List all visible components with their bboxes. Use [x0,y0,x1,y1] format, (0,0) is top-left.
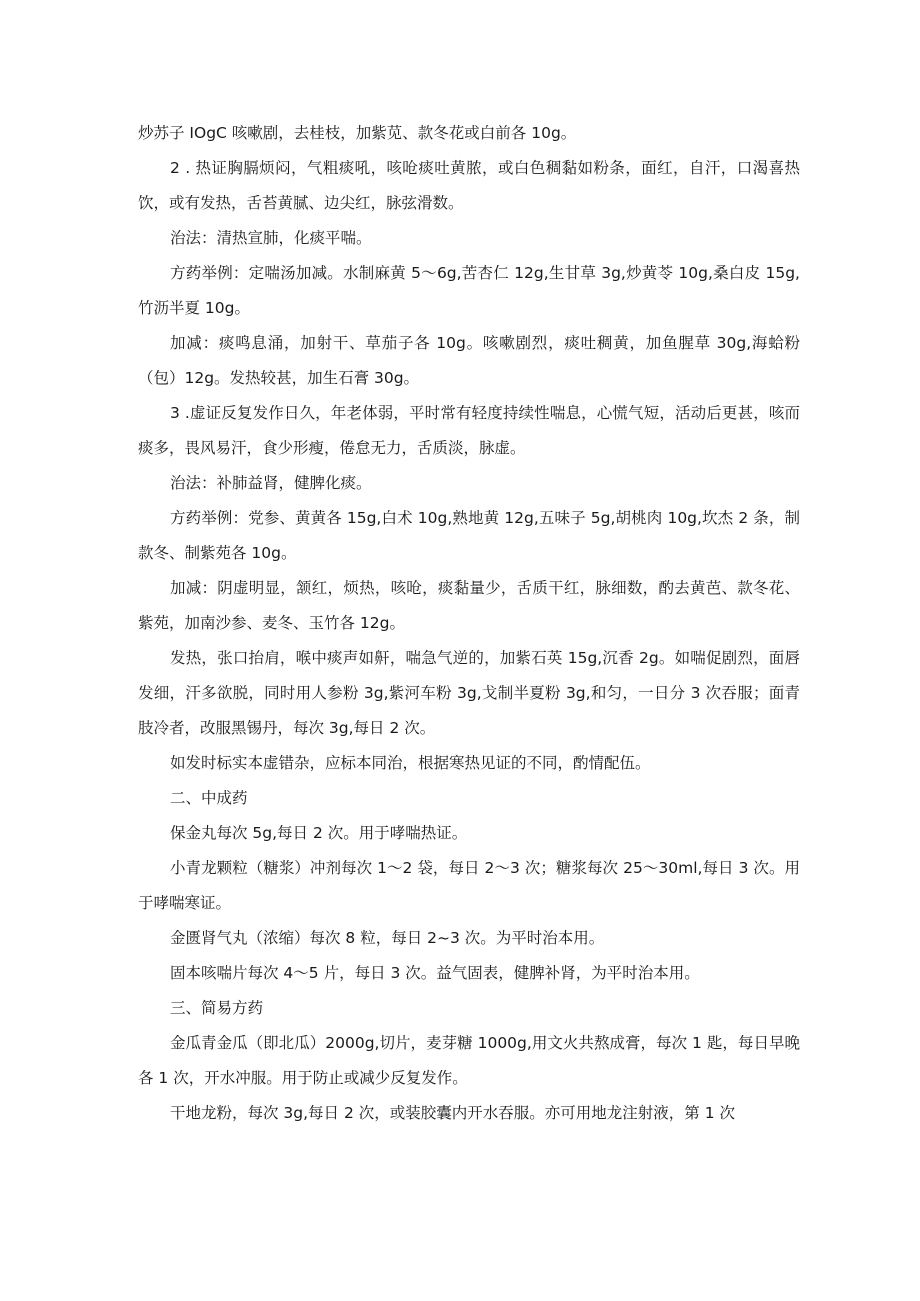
paragraph: 3 .虚证反复发作日久，年老体弱，平时常有轻度持续性喘息，心慌气短，活动后更甚，咳而痰多，畏风易汗，食少形瘦，倦怠无力，舌质淡，脉虚。 [138,404,800,457]
paragraph: 保金丸每次 5g,每日 2 次。用于哮喘热证。 [170,824,468,842]
paragraph: 金瓜青金瓜（即北瓜）2000g,切片，麦芽糖 1000g,用文火共熬成膏，每次 1 匙，每日早晚各 1 次，开水冲服。用于防止或减少反复发作。 [138,1034,800,1087]
paragraph: 固本咳喘片每次 4～5 片，每日 3 次。益气固表，健脾补肾，为平时治本用。 [170,964,700,982]
document-body [138,116,800,1131]
paragraph: 方药举例：定喘汤加减。水制麻黄 5～6g,苦杏仁 12g,生甘草 3g,炒黄苓 10g,桑白皮 15g,竹沥半夏 10g。 [138,264,800,317]
paragraph: 炒苏子 IOgC 咳嗽剧，去桂枝，加紫苋、款冬花或白前各 10g。 [138,124,577,142]
paragraph: 方药举例：党参、黄黄各 15g,白术 10g,熟地黄 12g,五味子 5g,胡桃肉 10g,坎杰 2 条，制款冬、制紫苑各 10g。 [138,509,800,562]
paragraph: 加减：痰鸣息涌，加射干、草茄子各 10g。咳嗽剧烈，痰吐稠黄，加鱼腥草 30g,海蛤粉（包）12g。发热较甚，加生石膏 30g。 [138,334,800,387]
paragraph: 金匮肾气丸（浓缩）每次 8 粒，每日 2~3 次。为平时治本用。 [170,929,605,947]
paragraph: 干地龙粉，每次 3g,每日 2 次，或装胶囊内开水吞服。亦可用地龙注射液，第 1 次 [170,1104,735,1122]
paragraph: 2 . 热证胸膈烦闷，气粗痰吼，咳呛痰吐黄脓，或白色稠黏如粉条，面红，自汗，口渴喜热饮，或有发热，舌苔黄腻、边尖红，脉弦滑数。 [138,159,800,212]
paragraph: 小青龙颗粒（糖浆）冲剂每次 1～2 袋，每日 2～3 次；糖浆每次 25～30ml,每日 3 次。用于哮喘寒证。 [138,859,800,912]
paragraph: 治法：清热宣肺，化痰平喘。 [170,229,372,247]
paragraph: 如发时标实本虚错杂，应标本同治，根据寒热见证的不同，酌情配伍。 [170,754,651,772]
paragraph: 加减：阴虚明显，颔红，烦热，咳呛，痰黏量少，舌质干红，脉细数，酌去黄芭、款冬花、紫苑，加南沙参、麦冬、玉竹各 12g。 [138,579,800,632]
paragraph: 治法：补肺益肾，健脾化痰。 [170,474,372,492]
paragraph: 发热，张口抬肩，喉中痰声如鼾，喘急气逆的，加紫石英 15g,沉香 2g。如喘促剧烈，面唇发细，汗多欲脱，同时用人参粉 3g,紫河车粉 3g,戈制半夏粉 3g,和匀，一日分 3 次吞服；面青肢冷者，改服黑锡丹，每次 3g,每日 2 次。 [138,649,800,737]
section-heading: 二、中成药 [170,789,248,807]
section-heading: 三、简易方药 [170,999,264,1017]
